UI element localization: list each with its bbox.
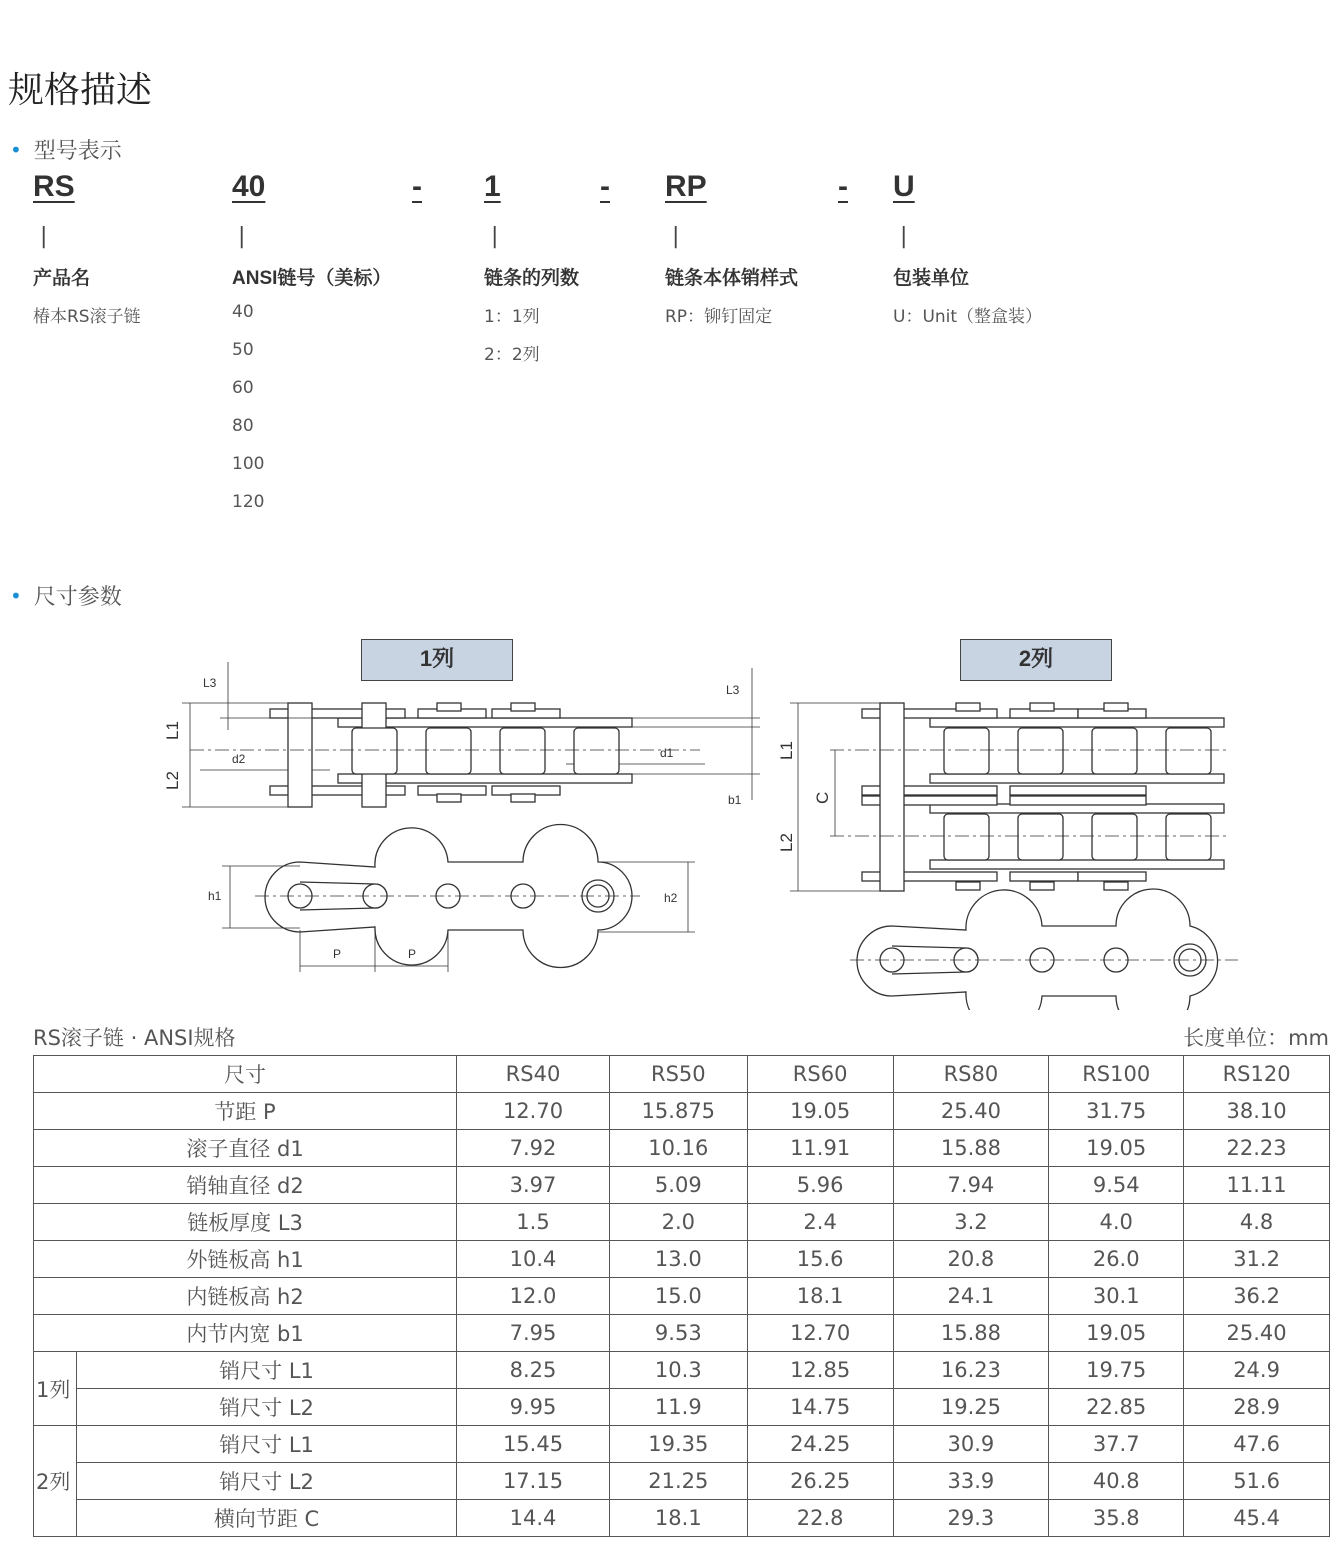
column-item: 100 <box>232 454 265 474</box>
section-model-title: 型号表示 <box>33 139 122 164</box>
table-cell: 5.96 <box>747 1167 893 1204</box>
table-cell: 30.1 <box>1049 1278 1184 1315</box>
column-item: 120 <box>232 492 265 512</box>
row-label: 销轴直径 d2 <box>34 1167 457 1204</box>
table-cell: 5.09 <box>609 1167 747 1204</box>
spec-table <box>33 1055 1330 1537</box>
code-dash-3: - <box>838 170 848 203</box>
dim-label: L3 <box>726 683 740 697</box>
bullet-icon: • <box>10 137 22 162</box>
table-cell: 7.92 <box>457 1130 610 1167</box>
table-unit: 长度单位：mm <box>1183 1026 1329 1050</box>
code-u: U <box>893 170 915 203</box>
table-row <box>34 1130 1330 1167</box>
table-row <box>34 1167 1330 1204</box>
table-cell: 9.95 <box>457 1389 610 1426</box>
double-row-label: 2列 <box>960 639 1112 681</box>
table-cell: 28.9 <box>1184 1389 1330 1426</box>
column-item: 50 <box>232 340 254 360</box>
code-rs: RS <box>33 170 75 203</box>
table-cell: 22.23 <box>1184 1130 1330 1167</box>
table-cell: 10.16 <box>609 1130 747 1167</box>
table-cell: 12.85 <box>747 1352 893 1389</box>
table-cell: 14.75 <box>747 1389 893 1426</box>
table-cell: 9.53 <box>609 1315 747 1352</box>
table-cell: 35.8 <box>1049 1500 1184 1537</box>
table-cell: 18.1 <box>747 1278 893 1315</box>
table-cell: 15.45 <box>457 1426 610 1463</box>
double-chain-side-view <box>850 889 1238 1010</box>
table-cell: 51.6 <box>1184 1463 1330 1500</box>
table-cell: 22.8 <box>747 1500 893 1537</box>
table-row <box>34 1352 1330 1389</box>
table-cell: 16.23 <box>893 1352 1049 1389</box>
table-cell: 31.2 <box>1184 1241 1330 1278</box>
column-item: 1：1列 <box>484 307 540 327</box>
table-cell: 37.7 <box>1049 1426 1184 1463</box>
column-head-rows: 链条的列数 <box>484 268 580 289</box>
table-cell: 22.85 <box>1049 1389 1184 1426</box>
column-item: U：Unit（整盒装） <box>893 307 1043 327</box>
table-cell: 19.25 <box>893 1389 1049 1426</box>
dim-label: d2 <box>232 752 246 766</box>
table-cell: 33.9 <box>893 1463 1049 1500</box>
table-cell: 19.05 <box>747 1093 893 1130</box>
table-cell: 11.11 <box>1184 1167 1330 1204</box>
table-row <box>34 1315 1330 1352</box>
table-cell: 19.75 <box>1049 1352 1184 1389</box>
group-label: 2列 <box>34 1426 77 1537</box>
table-cell: 29.3 <box>893 1500 1049 1537</box>
table-row <box>34 1204 1330 1241</box>
table-cell: 19.05 <box>1049 1315 1184 1352</box>
table-cell: 2.4 <box>747 1204 893 1241</box>
table-cell: 47.6 <box>1184 1426 1330 1463</box>
connector-line: | <box>238 224 246 249</box>
row-label: 横向节距 C <box>76 1500 456 1537</box>
single-row-label: 1列 <box>361 639 513 681</box>
column-head-package: 包装单位 <box>893 268 970 289</box>
table-cell: 9.54 <box>1049 1167 1184 1204</box>
column-item: 60 <box>232 378 254 398</box>
table-cell: 1.5 <box>457 1204 610 1241</box>
table-header-row <box>34 1056 1330 1093</box>
table-cell: 12.70 <box>747 1315 893 1352</box>
column-head-ansi: ANSI链号（美标） <box>232 268 392 289</box>
dim-label: C <box>813 791 832 804</box>
table-cell: 14.4 <box>457 1500 610 1537</box>
table-cell: 24.1 <box>893 1278 1049 1315</box>
table-cell: 12.0 <box>457 1278 610 1315</box>
code-dash-1: - <box>412 170 422 203</box>
table-cell: 15.875 <box>609 1093 747 1130</box>
table-cell: 2.0 <box>609 1204 747 1241</box>
row-label: 滚子直径 d1 <box>34 1130 457 1167</box>
table-cell: 19.35 <box>609 1426 747 1463</box>
table-header-cell: RS50 <box>609 1056 747 1093</box>
single-chain-side-view <box>222 825 695 972</box>
table-cell: 11.91 <box>747 1130 893 1167</box>
table-header-cell: RS100 <box>1049 1056 1184 1093</box>
row-label: 外链板高 h1 <box>34 1241 457 1278</box>
bullet-icon: • <box>10 583 22 608</box>
column-head-product: 产品名 <box>33 268 91 289</box>
column-head-pin-style: 链条本体销样式 <box>665 268 799 289</box>
table-header-cell: RS40 <box>457 1056 610 1093</box>
dim-label: L2 <box>163 771 182 790</box>
section-dims-title: 尺寸参数 <box>33 585 122 610</box>
double-chain-top-view <box>790 703 1230 891</box>
connector-line: | <box>491 224 499 249</box>
table-cell: 17.15 <box>457 1463 610 1500</box>
row-label: 内链板高 h2 <box>34 1278 457 1315</box>
table-row <box>34 1093 1330 1130</box>
dim-label: d1 <box>660 746 674 760</box>
table-cell: 4.0 <box>1049 1204 1184 1241</box>
table-row <box>34 1463 1330 1500</box>
table-row <box>34 1389 1330 1426</box>
table-cell: 25.40 <box>893 1093 1049 1130</box>
column-item: 80 <box>232 416 254 436</box>
table-cell: 26.0 <box>1049 1241 1184 1278</box>
table-cell: 18.1 <box>609 1500 747 1537</box>
table-cell: 10.3 <box>609 1352 747 1389</box>
dim-label: h1 <box>208 889 222 903</box>
connector-line: | <box>900 224 908 249</box>
code-dash-2: - <box>600 170 610 203</box>
table-cell: 11.9 <box>609 1389 747 1426</box>
dim-label: L3 <box>203 676 217 690</box>
table-cell: 15.0 <box>609 1278 747 1315</box>
table-row <box>34 1278 1330 1315</box>
table-cell: 31.75 <box>1049 1093 1184 1130</box>
table-header-cell: RS120 <box>1184 1056 1330 1093</box>
row-label: 销尺寸 L1 <box>76 1352 456 1389</box>
table-cell: 13.0 <box>609 1241 747 1278</box>
table-cell: 21.25 <box>609 1463 747 1500</box>
table-cell: 15.6 <box>747 1241 893 1278</box>
dim-label: L1 <box>777 741 796 760</box>
table-row <box>34 1241 1330 1278</box>
single-chain-top-view <box>182 662 760 807</box>
column-item: RP：铆钉固定 <box>665 307 773 327</box>
table-cell: 15.88 <box>893 1130 1049 1167</box>
table-row <box>34 1500 1330 1537</box>
table-cell: 15.88 <box>893 1315 1049 1352</box>
connector-line: | <box>40 224 48 249</box>
table-cell: 8.25 <box>457 1352 610 1389</box>
dim-label: P <box>333 947 342 961</box>
dim-label: L1 <box>163 721 182 740</box>
dim-label: P <box>408 947 417 961</box>
table-cell: 45.4 <box>1184 1500 1330 1537</box>
dim-label: b1 <box>728 793 742 807</box>
table-cell: 19.05 <box>1049 1130 1184 1167</box>
table-header-cell: RS80 <box>893 1056 1049 1093</box>
table-cell: 3.2 <box>893 1204 1049 1241</box>
table-row <box>34 1426 1330 1463</box>
column-item: 椿本RS滚子链 <box>33 307 141 327</box>
row-label: 节距 P <box>34 1093 457 1130</box>
table-cell: 7.94 <box>893 1167 1049 1204</box>
row-label: 销尺寸 L2 <box>76 1389 456 1426</box>
table-cell: 38.10 <box>1184 1093 1330 1130</box>
connector-line: | <box>672 224 680 249</box>
table-cell: 3.97 <box>457 1167 610 1204</box>
row-label: 销尺寸 L2 <box>76 1463 456 1500</box>
table-cell: 30.9 <box>893 1426 1049 1463</box>
table-cell: 24.9 <box>1184 1352 1330 1389</box>
dim-label: h2 <box>664 891 678 905</box>
dim-label: L2 <box>777 833 796 852</box>
table-cell: 36.2 <box>1184 1278 1330 1315</box>
table-cell: 7.95 <box>457 1315 610 1352</box>
table-cell: 40.8 <box>1049 1463 1184 1500</box>
table-cell: 20.8 <box>893 1241 1049 1278</box>
code-rp: RP <box>665 170 707 203</box>
column-item: 2：2列 <box>484 345 540 365</box>
table-header-cell: 尺寸 <box>34 1056 457 1093</box>
table-cell: 26.25 <box>747 1463 893 1500</box>
table-caption: RS滚子链 · ANSI规格 <box>33 1026 236 1050</box>
row-label: 销尺寸 L1 <box>76 1426 456 1463</box>
table-cell: 25.40 <box>1184 1315 1330 1352</box>
row-label: 内节内宽 b1 <box>34 1315 457 1352</box>
table-cell: 12.70 <box>457 1093 610 1130</box>
table-cell: 24.25 <box>747 1426 893 1463</box>
code-40: 40 <box>232 170 266 203</box>
page-title: 规格描述 <box>8 70 153 111</box>
code-1: 1 <box>484 170 501 203</box>
column-item: 40 <box>232 302 254 322</box>
table-cell: 10.4 <box>457 1241 610 1278</box>
group-label: 1列 <box>34 1352 77 1426</box>
row-label: 链板厚度 L3 <box>34 1204 457 1241</box>
table-cell: 4.8 <box>1184 1204 1330 1241</box>
table-header-cell: RS60 <box>747 1056 893 1093</box>
